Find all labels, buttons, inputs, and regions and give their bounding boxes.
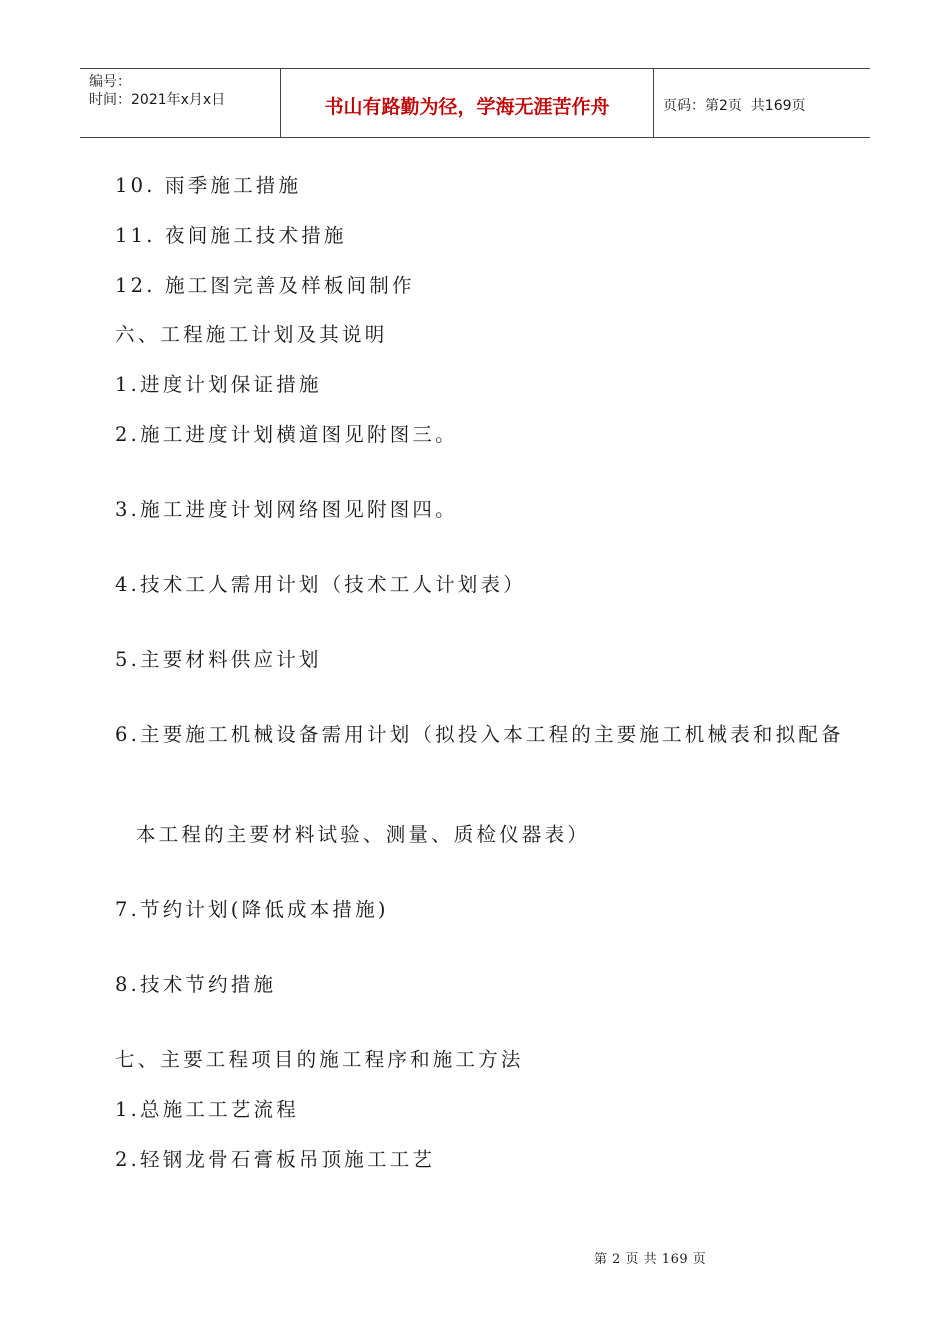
page-header — [80, 68, 870, 138]
header-page-info — [654, 69, 870, 137]
document-date-label: 时间：2021年x月x日 — [89, 92, 226, 108]
motto-text: 书山有路勤为径，学海无涯苦作舟 — [324, 95, 610, 118]
list-item: 1.进度计划保证措施 — [115, 373, 322, 396]
list-item: 1.总施工工艺流程 — [115, 1098, 299, 1121]
header-page-label: 页码：第2页 共169页 — [663, 98, 806, 114]
list-item: 8.技术节约措施 — [115, 973, 277, 996]
header-meta — [80, 69, 281, 137]
list-item: 12. 施工图完善及样板间制作 — [115, 274, 415, 297]
list-item: 5.主要材料供应计划 — [115, 648, 322, 671]
list-item: 11. 夜间施工技术措施 — [115, 224, 347, 247]
section-heading: 六、工程施工计划及其说明 — [115, 323, 388, 346]
list-item: 7.节约计划(降低成本措施) — [115, 898, 389, 921]
document-number-label: 编号： — [89, 74, 131, 90]
list-item: 10. 雨季施工措施 — [115, 174, 302, 197]
header-motto — [281, 69, 654, 137]
list-item: 4.技术工人需用计划（技术工人计划表） — [115, 573, 526, 596]
list-item: 2.施工进度计划横道图见附图三。 — [115, 423, 458, 446]
section-heading: 七、主要工程项目的施工程序和施工方法 — [115, 1048, 524, 1071]
list-item: 2.轻钢龙骨石膏板吊顶施工工艺 — [115, 1148, 436, 1171]
list-item-continuation: 本工程的主要材料试验、测量、质检仪器表） — [136, 823, 591, 846]
list-item: 3.施工进度计划网络图见附图四。 — [115, 498, 458, 521]
list-item: 6.主要施工机械设备需用计划（拟投入本工程的主要施工机械表和拟配备 — [115, 723, 844, 746]
page-footer: 第 2 页 共 169 页 — [594, 1252, 707, 1267]
